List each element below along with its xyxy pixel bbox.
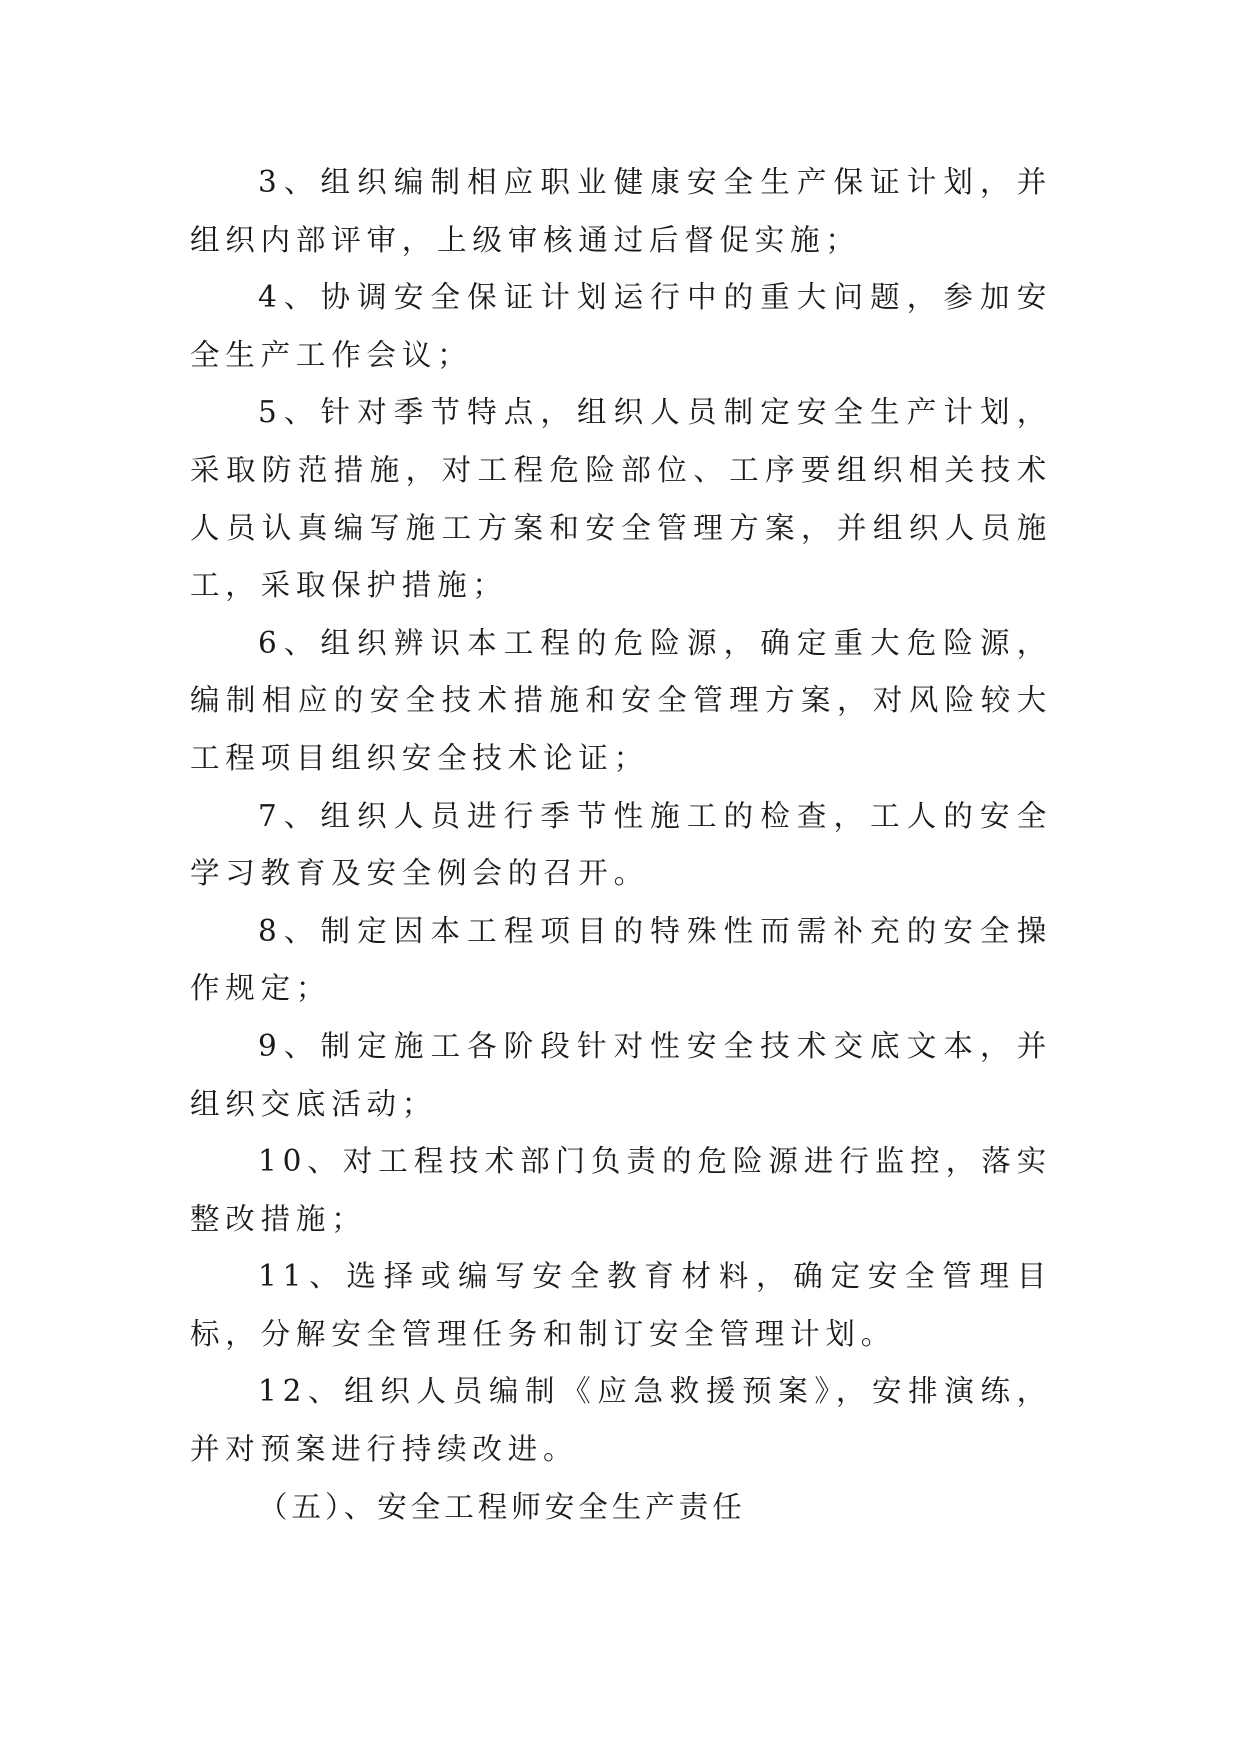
section-heading: （五）、安全工程师安全生产责任 xyxy=(258,1489,746,1524)
list-item-7: 7、组织人员进行季节性施工的检查，工人的安全学习教育及安全例会的召开。 xyxy=(190,798,1052,891)
document-body xyxy=(190,154,1052,1536)
list-item-6: 6、组织辨识本工程的危险源，确定重大危险源，编制相应的安全技术措施和安全管理方案，对风险较大工程项目组织安全技术论证； xyxy=(190,625,1052,775)
list-item-3: 3、组织编制相应职业健康安全生产保证计划，并组织内部评审，上级审核通过后督促实施； xyxy=(190,165,1052,257)
list-item-4: 4、协调安全保证计划运行中的重大问题，参加安全生产工作会议； xyxy=(190,280,1052,372)
list-item-9: 9、制定施工各阶段针对性安全技术交底文本，并组织交底活动； xyxy=(190,1028,1052,1121)
list-item-11: 11、选择或编写安全教育材料，确定安全管理目标，分解安全管理任务和制订安全管理计划。 xyxy=(190,1259,1052,1351)
list-item-12: 12、组织人员编制《应急救援预案》，安排演练，并对预案进行持续改进。 xyxy=(190,1374,1052,1467)
list-item-8: 8、制定因本工程项目的特殊性而需补充的安全操作规定； xyxy=(190,913,1052,1006)
list-item-10: 10、对工程技术部门负责的危险源进行监控，落实整改措施； xyxy=(190,1144,1052,1236)
list-item-5: 5、针对季节特点，组织人员制定安全生产计划，采取防范措施，对工程危险部位、工序要组织相关技术人员认真编写施工方案和安全管理方案，并组织人员施工，采取保护措施； xyxy=(190,395,1052,603)
